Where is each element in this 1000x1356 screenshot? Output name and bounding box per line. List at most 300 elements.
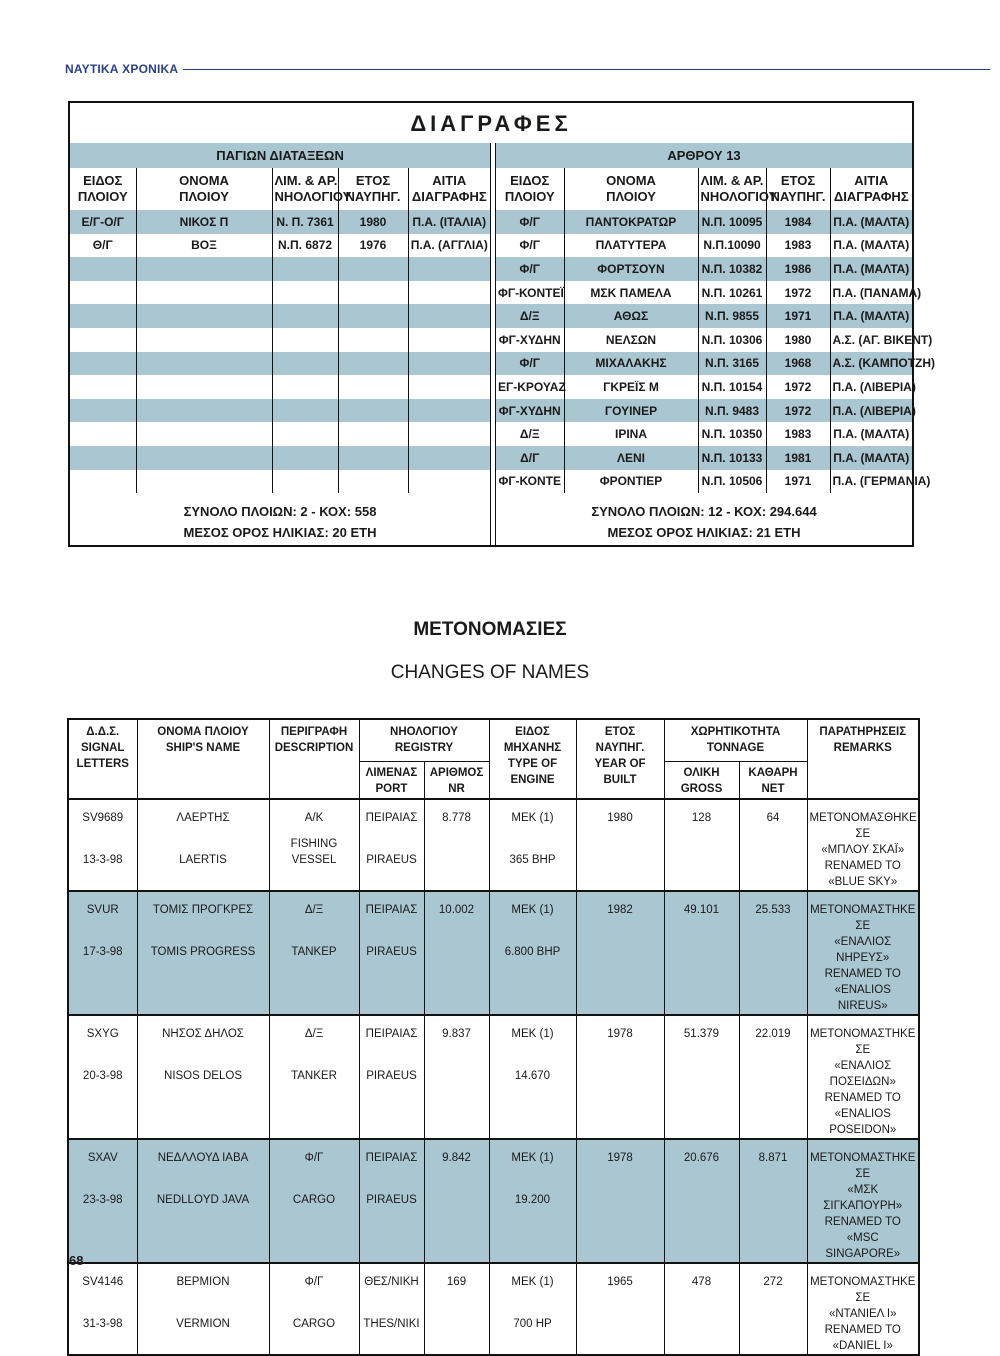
table-cell: Ν.Π. 10306 — [698, 328, 766, 352]
col-header-line: ΛΙΜ. & ΑΡ. — [274, 173, 338, 188]
col-header-line: ΑΙΤΙΑ — [854, 173, 889, 188]
port-cell-top: ΠΕΙΡΑΙΑΣ — [365, 904, 418, 916]
description-cell — [269, 1139, 359, 1263]
signal-cell-top: SV9689 — [82, 812, 124, 824]
year-cell: 1978 — [576, 1015, 664, 1139]
nr-cell: 9.842 — [424, 1139, 489, 1263]
left-col-header — [70, 168, 136, 210]
right-col-header — [766, 168, 830, 210]
col-remarks: ΠΑΡΑΤΗΡΗΣΕΙΣ REMARKS — [807, 719, 919, 799]
remarks-line: «ENALIOS POSEIDON» — [829, 1108, 897, 1136]
remarks-line: RENAMED TO — [824, 968, 901, 980]
engine-cell — [489, 1139, 576, 1263]
rename-row — [68, 891, 919, 1015]
table-cell: Ν.Π. 10133 — [698, 446, 766, 470]
table-cell: Φ/Γ — [496, 210, 564, 234]
remarks-line: «ΝΤΑΝΙΕΛ Ι» — [828, 1308, 897, 1320]
table-cell: Θ/Γ — [92, 238, 113, 253]
net-cell: 25.533 — [739, 891, 807, 1015]
right-col-header — [564, 168, 698, 210]
table-cell — [272, 470, 338, 494]
table-cell: ΦΟΡΤΣΟΥΝ — [564, 257, 698, 281]
table-cell: 1980 — [766, 328, 830, 352]
name-cell — [137, 799, 269, 891]
table-cell: 1972 — [766, 281, 830, 305]
signal-cell — [68, 799, 137, 891]
deletions-right-panel — [496, 143, 936, 545]
table-cell: Α.Σ. (ΑΓ. ΒΙΚΕΝΤ) — [830, 328, 912, 352]
left-group-header: ΠΑΓΙΩΝ ΔΙΑΤΑΞΕΩΝ — [70, 143, 490, 168]
remarks-line: RENAMED TO — [824, 1324, 901, 1336]
col-header-line: ΕΙΔΟΣ — [83, 173, 123, 188]
table-cell — [70, 470, 136, 494]
table-row — [496, 328, 912, 352]
table-cell: Δ/Γ — [496, 446, 564, 470]
table-cell — [272, 257, 338, 281]
col-header-line: ΛΙΜ. & ΑΡ. — [700, 173, 764, 188]
remarks-line: «ΕΝΑΛΙΟΣ ΠΟΣΕΙΔΩΝ» — [829, 1060, 896, 1088]
col-header-line: ΝΗΟΛΟΓΙΟΥ — [274, 189, 352, 204]
table-cell — [338, 470, 408, 494]
table-cell — [408, 470, 490, 494]
name-cell-top: ΝΗΣΟΣ ΔΗΛΟΣ — [162, 1028, 244, 1040]
signal-cell — [68, 1015, 137, 1139]
table-cell: ΜΣΚ ΠΑΜΕΛΑ — [564, 281, 698, 305]
table-row — [496, 281, 912, 305]
net-cell: 22.019 — [739, 1015, 807, 1139]
table-cell: ΝΕΛΣΩΝ — [564, 328, 698, 352]
table-cell — [338, 399, 408, 423]
name-cell — [137, 1015, 269, 1139]
left-totals — [70, 501, 490, 543]
signal-cell — [68, 1263, 137, 1355]
col-engine: ΕΙΔΟΣ ΜΗΧΑΝΗΣ TYPE OF ENGINE — [489, 719, 576, 799]
table-cell: Ν.Π. 6872 — [272, 234, 338, 258]
table-cell: Ν.Π. 10506 — [698, 470, 766, 494]
table-cell: Π.Α. (ΛΙΒΕΡΙΑ) — [830, 399, 912, 423]
deletions-box — [68, 101, 936, 547]
port-cell-top: ΠΕΙΡΑΙΑΣ — [365, 1028, 418, 1040]
table-row — [70, 422, 490, 446]
description-cell — [269, 1015, 359, 1139]
table-row — [70, 210, 490, 234]
engine-cell-bottom: 14.670 — [514, 1070, 551, 1082]
renames-title: ΜΕΤΟΝΟΜΑΣΙΕΣ — [413, 619, 567, 640]
table-cell: ΦΓ-ΚΟΝΤΕΪ — [498, 285, 564, 300]
table-cell: Ν.Π.10090 — [698, 234, 766, 258]
name-cell-top: ΛΑΕΡΤΗΣ — [176, 812, 230, 824]
signal-cell-bottom: 20-3-98 — [82, 1070, 123, 1082]
table-cell: Ν. Π. 7361 — [272, 210, 338, 234]
table-cell — [272, 422, 338, 446]
table-cell — [408, 304, 490, 328]
table-cell: ΑΘΩΣ — [564, 304, 698, 328]
col-nr: ΑΡΙΘΜΟΣ NR — [424, 761, 489, 799]
table-cell: ΓΚΡΕΪΣ Μ — [564, 375, 698, 399]
table-cell — [70, 399, 136, 423]
table-cell: Π.Α. (ΛΙΒΕΡΙΑ) — [830, 375, 912, 399]
table-cell: ΕΓ-ΚΡΟΥΑΖ — [498, 379, 566, 394]
left-col-header — [136, 168, 272, 210]
table-cell — [408, 257, 490, 281]
engine-cell — [489, 1015, 576, 1139]
net-cell: 272 — [739, 1263, 807, 1355]
description-cell-top: Φ/Γ — [304, 1152, 324, 1164]
table-cell — [408, 399, 490, 423]
table-row — [496, 375, 912, 399]
signal-cell-top: SXYG — [86, 1028, 119, 1040]
table-cell — [272, 304, 338, 328]
name-cell-bottom: NISOS DELOS — [164, 1070, 242, 1082]
rename-row — [68, 1263, 919, 1355]
table-cell — [70, 446, 136, 470]
table-cell: Ν.Π. 10095 — [698, 210, 766, 234]
description-cell-bottom: CARGO — [292, 1194, 336, 1206]
table-cell: Φ/Γ — [519, 238, 540, 253]
table-row — [496, 446, 912, 470]
table-cell: Ν.Π. 9483 — [698, 399, 766, 423]
right-totals — [496, 501, 912, 543]
port-cell-bottom: PIRAEUS — [366, 946, 417, 958]
table-cell: Ν.Π. 3165 — [698, 352, 766, 376]
description-cell-top: Α/Κ — [304, 812, 324, 824]
page-number: 68 — [69, 1253, 84, 1268]
name-cell-bottom: LAERTIS — [179, 854, 227, 866]
table-cell — [272, 352, 338, 376]
table-cell: 1976 — [338, 234, 408, 258]
col-header-line: ΠΛΟΙΟΥ — [606, 189, 656, 204]
left-col-header — [338, 168, 408, 210]
year-cell: 1965 — [576, 1263, 664, 1355]
deletions-title: ΔΙΑΓΡΑΦΕΣ — [410, 111, 572, 136]
port-cell-bottom: PIRAEUS — [366, 1194, 417, 1206]
table-cell: ΓΟΥΙΝΕΡ — [564, 399, 698, 423]
engine-cell — [489, 891, 576, 1015]
table-cell — [136, 328, 272, 352]
col-net: ΚΑΘΑΡΗ NET — [739, 761, 807, 799]
remarks-cell — [807, 1139, 919, 1263]
table-cell — [70, 422, 136, 446]
table-cell — [70, 281, 136, 305]
port-cell-top: ΘΕΣ/ΝΙΚΗ — [364, 1276, 419, 1288]
engine-cell-bottom: 6.800 BHP — [504, 946, 561, 958]
remarks-line: RENAMED TO «BLUE SKY» — [824, 860, 901, 888]
col-port: ΛΙΜΕΝΑΣ PORT — [359, 761, 424, 799]
remarks-line: «DANIEL I» — [832, 1340, 893, 1352]
col-header-line: ΝΗΟΛΟΓΙΟΥ — [700, 189, 778, 204]
description-cell-top: Δ/Ξ — [304, 1028, 324, 1040]
table-cell: Π.Α. (ΜΑΛΤΑ) — [830, 210, 912, 234]
col-header-line: ΟΝΟΜΑ — [606, 173, 656, 188]
col-tonnage: ΧΩΡΗΤΙΚΟΤΗΤΑ TONNAGE — [664, 719, 807, 761]
table-cell — [338, 304, 408, 328]
engine-cell — [489, 799, 576, 891]
port-cell-top: ΠΕΙΡΑΙΑΣ — [365, 812, 418, 824]
port-cell — [359, 891, 424, 1015]
remarks-cell — [807, 1263, 919, 1355]
engine-cell-top: ΜΕΚ (1) — [511, 1152, 554, 1164]
description-cell-top: Φ/Γ — [304, 1276, 324, 1288]
col-header-line: ΑΙΤΙΑ — [432, 173, 467, 188]
table-row — [70, 352, 490, 376]
col-gross: ΟΛΙΚΗ GROSS — [664, 761, 739, 799]
engine-cell-top: ΜΕΚ (1) — [511, 1028, 554, 1040]
renames-subtitle: CHANGES OF NAMES — [390, 662, 590, 683]
table-cell: ΒΟΞ — [136, 234, 272, 258]
name-cell — [137, 1139, 269, 1263]
table-cell: Π.Α. (ΜΑΛΤΑ) — [830, 234, 912, 258]
table-cell: ΦΓ-ΧΥΔΗΝ — [498, 332, 561, 347]
nr-cell: 8.778 — [424, 799, 489, 891]
rename-row — [68, 1139, 919, 1263]
gross-cell: 51.379 — [664, 1015, 739, 1139]
signal-cell-bottom: 23-3-98 — [82, 1194, 123, 1206]
description-cell — [269, 891, 359, 1015]
col-header-line: ΟΝΟΜΑ — [179, 173, 229, 188]
gross-cell: 20.676 — [664, 1139, 739, 1263]
table-cell — [70, 257, 136, 281]
table-cell: 1983 — [766, 234, 830, 258]
signal-cell — [68, 891, 137, 1015]
port-cell-top: ΠΕΙΡΑΙΑΣ — [365, 1152, 418, 1164]
table-cell — [272, 446, 338, 470]
table-cell: 1971 — [766, 304, 830, 328]
table-cell — [338, 446, 408, 470]
table-row — [70, 281, 490, 305]
table-cell: 1968 — [766, 352, 830, 376]
deletions-left-panel — [70, 143, 490, 545]
table-cell: 1983 — [766, 422, 830, 446]
table-cell: 1971 — [766, 470, 830, 494]
table-row — [496, 399, 912, 423]
col-header-line: ΔΙΑΓΡΑΦΗΣ — [411, 189, 487, 204]
table-cell: Π.Α. (ΙΤΑΛΙΑ) — [408, 210, 490, 234]
nr-cell: 9.837 — [424, 1015, 489, 1139]
col-header-line: ΝΑΥΠΗΓ. — [770, 189, 826, 204]
table-row — [496, 304, 912, 328]
table-cell — [338, 375, 408, 399]
table-cell — [136, 281, 272, 305]
table-cell — [272, 375, 338, 399]
table-cell — [338, 328, 408, 352]
table-cell: Π.Α. (ΑΓΓΛΙΑ) — [408, 234, 490, 258]
col-header-line: ΠΛΟΙΟΥ — [504, 189, 555, 204]
right-col-header — [496, 168, 564, 210]
name-cell-bottom: VERMION — [176, 1318, 230, 1330]
remarks-line: ΜΕΤΟΝΟΜΑΣΤΗΚΕ ΣΕ — [810, 904, 916, 932]
table-cell: 1972 — [766, 375, 830, 399]
description-cell-bottom: FISHING VESSEL — [290, 838, 338, 866]
col-header-line: ΔΙΑΓΡΑΦΗΣ — [833, 189, 909, 204]
port-cell-bottom: PIRAEUS — [366, 1070, 417, 1082]
rename-row — [68, 1015, 919, 1139]
remarks-cell — [807, 1015, 919, 1139]
table-cell: Ν.Π. 10261 — [698, 281, 766, 305]
table-cell: Α.Σ. (ΚΑΜΠΟΤΖΗ) — [830, 352, 912, 376]
deletions-left-table — [70, 143, 490, 493]
description-cell-bottom: CARGO — [292, 1318, 336, 1330]
left-col-header — [408, 168, 490, 210]
table-row — [70, 328, 490, 352]
table-row — [496, 257, 912, 281]
col-registry: ΝΗΟΛΟΓΙΟΥ REGISTRY — [359, 719, 489, 761]
right-total-ships: ΣΥΝΟΛΟ ΠΛΟΙΩΝ: 12 - ΚΟΧ: 294.644 — [591, 504, 817, 519]
left-average-age: ΜΕΣΟΣ ΟΡΟΣ ΗΛΙΚΙΑΣ: 20 ΕΤΗ — [183, 525, 377, 540]
table-cell: Φ/Γ — [496, 257, 564, 281]
table-cell: Π.Α. (ΠΑΝΑΜΑ) — [830, 281, 912, 305]
table-cell: 1981 — [766, 446, 830, 470]
port-cell — [359, 1263, 424, 1355]
table-row — [70, 257, 490, 281]
remarks-cell — [807, 799, 919, 891]
year-cell: 1982 — [576, 891, 664, 1015]
table-row — [496, 470, 912, 494]
header-rule — [183, 69, 990, 70]
table-cell — [408, 375, 490, 399]
table-cell — [136, 257, 272, 281]
col-header-line: ΕΙΔΟΣ — [510, 173, 550, 188]
table-cell: Π.Α. (ΜΑΛΤΑ) — [830, 257, 912, 281]
nr-cell: 169 — [424, 1263, 489, 1355]
name-cell-bottom: TOMIS PROGRESS — [150, 946, 256, 958]
name-cell-bottom: NEDLLOYD JAVA — [156, 1194, 250, 1206]
table-cell — [338, 281, 408, 305]
description-cell — [269, 799, 359, 891]
table-cell: ΝΙΚΟΣ Π — [136, 210, 272, 234]
table-row — [496, 210, 912, 234]
table-cell — [408, 328, 490, 352]
engine-cell-bottom: 365 BHP — [509, 854, 556, 866]
col-header-line: ΕΤΟΣ — [355, 173, 391, 188]
table-cell — [408, 352, 490, 376]
table-cell — [408, 446, 490, 470]
remarks-line: «ΜΠΛΟΥ ΣΚΑΪ» — [821, 844, 905, 856]
table-row — [496, 422, 912, 446]
remarks-line: «MSC SINGAPORE» — [825, 1232, 901, 1260]
table-cell — [70, 375, 136, 399]
table-cell: Ν.Π. 10350 — [698, 422, 766, 446]
table-cell: ΦΓ-ΧΥΔΗΝ — [496, 399, 564, 423]
name-cell — [137, 891, 269, 1015]
table-cell — [338, 352, 408, 376]
table-row — [70, 446, 490, 470]
table-cell — [70, 352, 136, 376]
table-cell: ΠΑΝΤΟΚΡΑΤΩΡ — [564, 210, 698, 234]
table-cell: 1984 — [766, 210, 830, 234]
table-cell — [136, 422, 272, 446]
remarks-line: ΜΕΤΟΝΟΜΑΣΤΗΚΕ ΣΕ — [810, 1152, 916, 1180]
table-cell: Φ/Γ — [496, 352, 564, 376]
engine-cell-bottom: 700 HP — [513, 1318, 552, 1330]
col-header-line: ΠΛΟΙΟΥ — [179, 189, 229, 204]
table-cell: 1986 — [766, 257, 830, 281]
description-cell-top: Δ/Ξ — [304, 904, 324, 916]
table-cell — [408, 281, 490, 305]
table-cell: Ν.Π. 9855 — [698, 304, 766, 328]
engine-cell-top: ΜΕΚ (1) — [511, 1276, 554, 1288]
right-col-header — [830, 168, 912, 210]
description-cell-bottom: TANKEP — [291, 946, 337, 958]
table-cell: 1972 — [766, 399, 830, 423]
signal-cell-top: SXAV — [87, 1152, 118, 1164]
table-cell: Π.Α. (ΜΑΛΤΑ) — [830, 446, 912, 470]
col-header-line: ΕΤΟΣ — [780, 173, 816, 188]
table-cell — [136, 375, 272, 399]
col-header-line: ΠΛΟΙΟΥ — [77, 189, 128, 204]
name-cell-top: ΝΕΔΛΛΟΥΔ ΙΑΒΑ — [157, 1152, 249, 1164]
table-cell — [136, 399, 272, 423]
remarks-line: «ΜΣΚ ΣΙΓΚΑΠΟΥΡΗ» — [823, 1184, 903, 1212]
table-row — [70, 304, 490, 328]
table-row — [496, 234, 912, 258]
table-cell — [272, 281, 338, 305]
remarks-line: «ENALIOS NIREUS» — [834, 984, 891, 1012]
engine-cell — [489, 1263, 576, 1355]
table-cell: ΠΛΑΤΥΤΕΡΑ — [564, 234, 698, 258]
signal-cell-bottom: 13-3-98 — [82, 854, 123, 866]
table-cell — [70, 304, 136, 328]
col-header-line: ΝΑΥΠΗΓ. — [345, 189, 401, 204]
col-signal: Δ.Δ.Σ. SIGNAL LETTERS — [68, 719, 137, 799]
signal-cell-bottom: 31-3-98 — [82, 1318, 123, 1330]
year-cell: 1980 — [576, 799, 664, 891]
net-cell: 8.871 — [739, 1139, 807, 1263]
signal-cell-top: SVUR — [86, 904, 119, 916]
remarks-line: ΜΕΤΟΝΟΜΑΣΤΗΚΕ ΣΕ — [810, 1028, 916, 1056]
table-cell — [272, 399, 338, 423]
name-cell-top: ΒΕΡΜΙΟΝ — [176, 1276, 230, 1288]
table-cell: Π.Α. (ΜΑΛΤΑ) — [830, 422, 912, 446]
signal-cell-bottom: 17-3-98 — [82, 946, 123, 958]
remarks-line: ΜΕΤΟΝΟΜΑΣΘΗΚΕ ΣΕ — [809, 812, 917, 840]
port-cell-bottom: THES/NIKI — [363, 1318, 420, 1330]
table-cell — [408, 422, 490, 446]
table-cell — [70, 328, 136, 352]
left-total-ships: ΣΥΝΟΛΟ ΠΛΟΙΩΝ: 2 - ΚΟΧ: 558 — [183, 504, 377, 519]
rename-row — [68, 799, 919, 891]
table-cell — [136, 352, 272, 376]
table-cell: Ν.Π. 10382 — [698, 257, 766, 281]
table-cell: Δ/Ξ — [496, 304, 564, 328]
table-cell: Ν.Π. 10154 — [698, 375, 766, 399]
left-col-header — [272, 168, 352, 210]
table-cell: Π.Α. (ΓΕΡΜΑΝΙΑ) — [830, 470, 912, 494]
table-row — [70, 234, 490, 258]
table-cell: Π.Α. (ΜΑΛΤΑ) — [830, 304, 912, 328]
table-cell — [136, 304, 272, 328]
table-cell: ΜΙΧΑΛΑΚΗΣ — [564, 352, 698, 376]
net-cell: 64 — [739, 799, 807, 891]
table-cell — [338, 257, 408, 281]
table-cell: ΦΓ-ΚΟΝΤΕ — [498, 474, 561, 489]
remarks-line: «ΕΝΑΛΙΟΣ ΝΗΡΕΥΣ» — [834, 936, 892, 964]
table-cell — [338, 422, 408, 446]
table-cell — [136, 470, 272, 494]
table-row — [496, 352, 912, 376]
signal-cell — [68, 1139, 137, 1263]
remarks-line: ΜΕΤΟΝΟΜΑΣΤΗΚΕ ΣΕ — [810, 1276, 916, 1304]
right-group-header: ΑΡΘΡΟΥ 13 — [496, 143, 912, 168]
remarks-cell — [807, 891, 919, 1015]
table-cell: ΙΡΙΝΑ — [564, 422, 698, 446]
deletions-right-table — [496, 143, 936, 493]
renames-table — [67, 718, 920, 1356]
col-year: ΕΤΟΣ ΝΑΥΠΗΓ. YEAR OF BUILT — [576, 719, 664, 799]
name-cell — [137, 1263, 269, 1355]
section-header: ΝΑΥΤΙΚΑ ΧΡΟΝΙΚΑ — [65, 62, 179, 76]
engine-cell-bottom: 19.200 — [514, 1194, 551, 1206]
engine-cell-top: ΜΕΚ (1) — [511, 904, 554, 916]
